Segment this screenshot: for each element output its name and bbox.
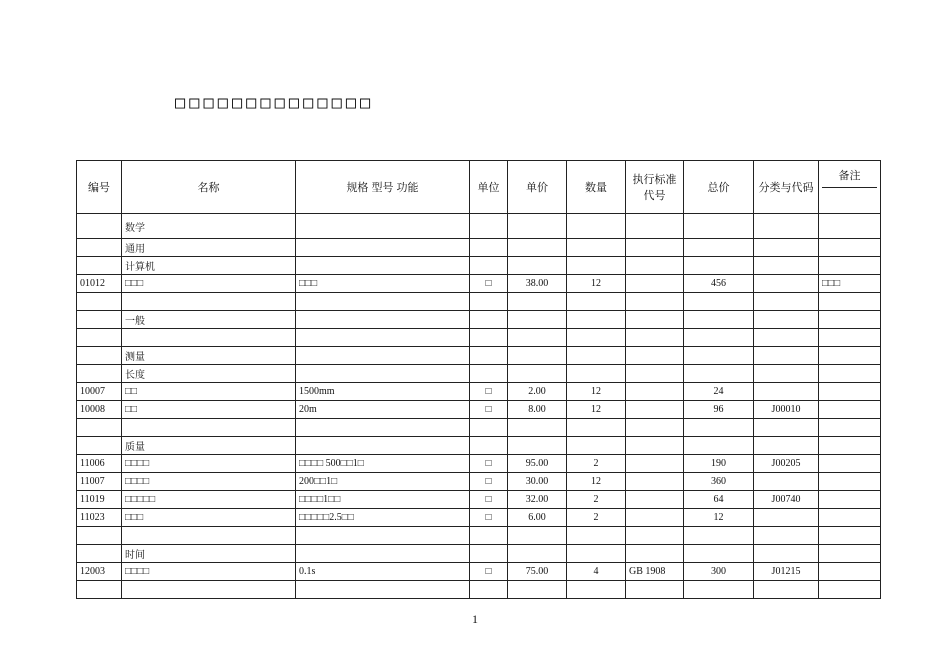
cell-unit: □ xyxy=(470,455,508,473)
table-row xyxy=(77,275,881,293)
cell-total: 64 xyxy=(684,491,754,509)
cell-qty: 12 xyxy=(567,383,626,401)
cell-remark xyxy=(819,491,881,509)
cell-name: □□ xyxy=(122,383,296,401)
cell-price: 95.00 xyxy=(508,455,567,473)
cell-name: □□□□□ xyxy=(122,491,296,509)
section-row-time xyxy=(77,545,881,563)
cell-unit: □ xyxy=(470,491,508,509)
cell-standard xyxy=(626,473,684,491)
cell-code xyxy=(754,275,819,293)
cell-no: 11019 xyxy=(77,491,122,509)
table-row xyxy=(77,383,881,401)
cell-total: 96 xyxy=(684,401,754,419)
header-code: 分类与代码 xyxy=(754,161,819,214)
cell-no: 10007 xyxy=(77,383,122,401)
cell-price: 2.00 xyxy=(508,383,567,401)
cell-qty: 12 xyxy=(567,473,626,491)
cell-total: 12 xyxy=(684,509,754,527)
section-row-mass xyxy=(77,437,881,455)
document-title: □□□□□□□□□□□□□□ xyxy=(175,93,375,113)
cell-unit: □ xyxy=(470,275,508,293)
equipment-table xyxy=(76,160,881,599)
header-unit: 单位 xyxy=(470,161,508,214)
cell-spec: □□□□□2.5□□ xyxy=(296,509,470,527)
header-no: 编号 xyxy=(77,161,122,214)
cell-spec: 1500mm xyxy=(296,383,470,401)
header-price: 单价 xyxy=(508,161,567,214)
section-time: 时间 xyxy=(122,545,296,563)
section-row-ordinary xyxy=(77,311,881,329)
section-general: 通用 xyxy=(122,239,296,257)
table-row xyxy=(77,455,881,473)
empty-row xyxy=(77,581,881,599)
cell-no: 11007 xyxy=(77,473,122,491)
header-remark xyxy=(819,161,881,214)
header-spec: 规格 型号 功能 xyxy=(296,161,470,214)
cell-qty: 12 xyxy=(567,401,626,419)
cell-spec: 200□□1□ xyxy=(296,473,470,491)
cell-total: 456 xyxy=(684,275,754,293)
header-standard xyxy=(626,161,684,214)
section-row-measure xyxy=(77,347,881,365)
cell-spec: □□□□ 500□□1□ xyxy=(296,455,470,473)
cell-code xyxy=(754,473,819,491)
header-row xyxy=(77,161,881,214)
table-row xyxy=(77,509,881,527)
cell-code xyxy=(754,509,819,527)
cell-unit: □ xyxy=(470,473,508,491)
cell-standard xyxy=(626,275,684,293)
cell-price: 75.00 xyxy=(508,563,567,581)
cell-spec: 20m xyxy=(296,401,470,419)
cell-name: □□□□ xyxy=(122,563,296,581)
cell-remark: □□□ xyxy=(819,275,881,293)
cell-no: 01012 xyxy=(77,275,122,293)
cell-total: 190 xyxy=(684,455,754,473)
cell-remark xyxy=(819,401,881,419)
cell-qty: 2 xyxy=(567,455,626,473)
cell-standard: GB 1908 xyxy=(626,563,684,581)
cell-no: 10008 xyxy=(77,401,122,419)
cell-no: 12003 xyxy=(77,563,122,581)
section-ordinary: 一般 xyxy=(122,311,296,329)
cell-unit: □ xyxy=(470,509,508,527)
cell-qty: 12 xyxy=(567,275,626,293)
cell-code: J01215 xyxy=(754,563,819,581)
cell-total: 300 xyxy=(684,563,754,581)
cell-unit: □ xyxy=(470,401,508,419)
cell-qty: 2 xyxy=(567,509,626,527)
cell-standard xyxy=(626,401,684,419)
table-row xyxy=(77,401,881,419)
cell-name: □□□ xyxy=(122,275,296,293)
cell-price: 38.00 xyxy=(508,275,567,293)
cell-code xyxy=(754,383,819,401)
cell-remark xyxy=(819,473,881,491)
cell-unit: □ xyxy=(470,383,508,401)
page-number: 1 xyxy=(472,612,478,626)
header-total: 总价 xyxy=(684,161,754,214)
section-row-length xyxy=(77,365,881,383)
cell-code: J00010 xyxy=(754,401,819,419)
cell-total: 360 xyxy=(684,473,754,491)
empty-row xyxy=(77,527,881,545)
cell-name: □□ xyxy=(122,401,296,419)
cell-spec: □□□ xyxy=(296,275,470,293)
header-standard-line2: 代号 xyxy=(643,190,666,202)
cell-standard xyxy=(626,455,684,473)
cell-spec: □□□□1□□ xyxy=(296,491,470,509)
cell-remark xyxy=(819,563,881,581)
section-row-general xyxy=(77,239,881,257)
cell-price: 6.00 xyxy=(508,509,567,527)
cell-standard xyxy=(626,491,684,509)
cell-unit: □ xyxy=(470,563,508,581)
cell-code: J00740 xyxy=(754,491,819,509)
cell-name: □□□□ xyxy=(122,455,296,473)
section-length: 长度 xyxy=(122,365,296,383)
empty-row xyxy=(77,293,881,311)
empty-row xyxy=(77,419,881,437)
empty-row xyxy=(77,329,881,347)
cell-total: 24 xyxy=(684,383,754,401)
cell-remark xyxy=(819,383,881,401)
cell-price: 32.00 xyxy=(508,491,567,509)
cell-standard xyxy=(626,509,684,527)
table-row xyxy=(77,563,881,581)
header-name: 名称 xyxy=(122,161,296,214)
table-row xyxy=(77,473,881,491)
cell-qty: 2 xyxy=(567,491,626,509)
section-math: 数学 xyxy=(122,214,296,239)
cell-no: 11006 xyxy=(77,455,122,473)
cell-code: J00205 xyxy=(754,455,819,473)
section-row-math xyxy=(77,214,881,239)
section-measure: 测量 xyxy=(122,347,296,365)
section-computer: 计算机 xyxy=(122,257,296,275)
header-standard-line1: 执行标准 xyxy=(632,174,677,186)
cell-standard xyxy=(626,383,684,401)
cell-spec: 0.1s xyxy=(296,563,470,581)
cell-name: □□□ xyxy=(122,509,296,527)
section-mass: 质量 xyxy=(122,437,296,455)
header-qty: 数量 xyxy=(567,161,626,214)
table-row xyxy=(77,491,881,509)
cell-name: □□□□ xyxy=(122,473,296,491)
cell-price: 30.00 xyxy=(508,473,567,491)
cell-remark xyxy=(819,509,881,527)
cell-qty: 4 xyxy=(567,563,626,581)
section-row-computer xyxy=(77,257,881,275)
cell-price: 8.00 xyxy=(508,401,567,419)
cell-remark xyxy=(819,455,881,473)
cell-no: 11023 xyxy=(77,509,122,527)
header-remark-label: 备注 xyxy=(822,161,877,188)
